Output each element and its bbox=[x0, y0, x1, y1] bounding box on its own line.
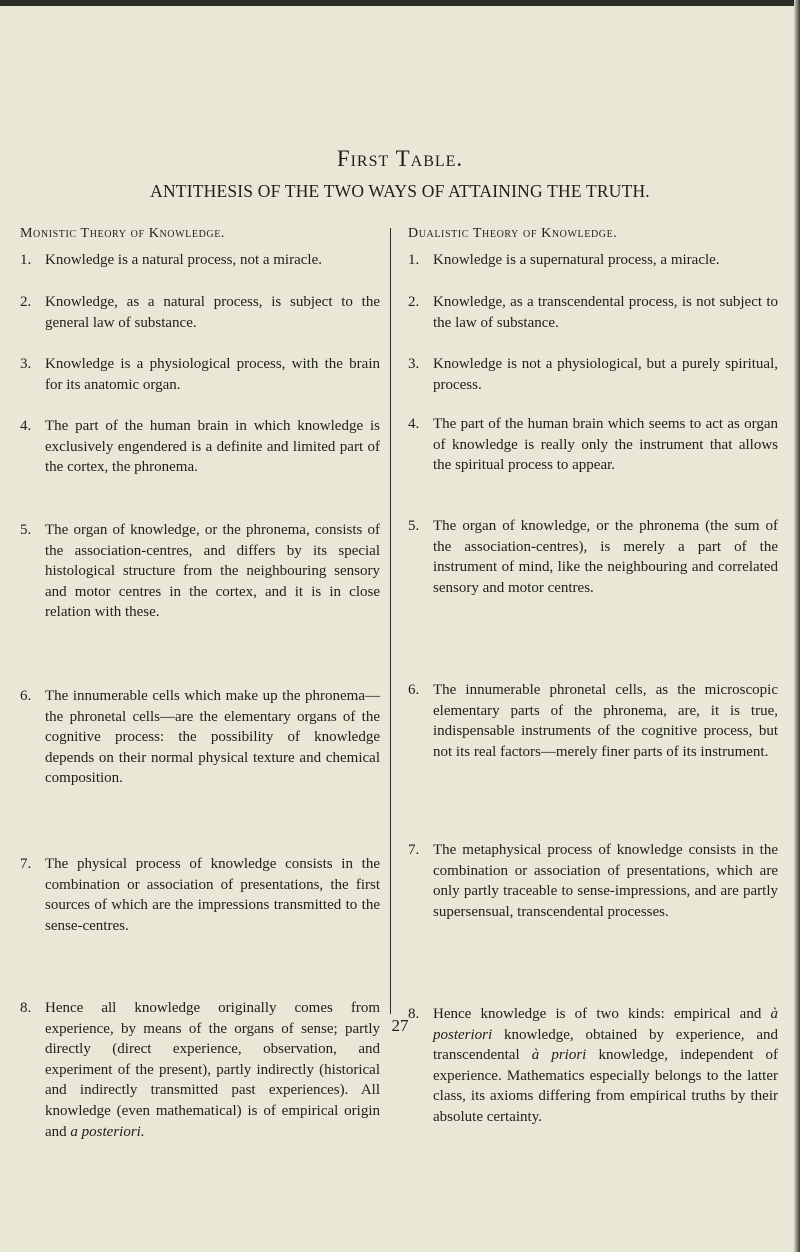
dualistic-item-7 bbox=[408, 840, 778, 922]
page-number: 27 bbox=[391, 1016, 409, 1035]
item-number: 4. bbox=[408, 416, 420, 432]
item-number: 2. bbox=[408, 294, 420, 310]
dualistic-heading: Dualistic Theory of Knowledge. bbox=[408, 226, 618, 241]
item-text: The metaphysical process of knowledge consists in the combination or association of presentations, which are only partly traceable to sense-impressions, and are partly supersensual, transcendental processes. bbox=[433, 842, 778, 920]
page-title: First Table. bbox=[336, 146, 464, 171]
item-number: 5. bbox=[20, 522, 32, 538]
item-text: Hence all knowledge originally comes from experience, by means of the organs of sense; partly directly (direct experience, observation, and experiment of the present), partly indirectly (historical and indirectly transmitted past experiences). All knowledge (even mathematical) is of empirical origin and a posteriori. bbox=[45, 1000, 380, 1140]
item-number: 8. bbox=[20, 1000, 32, 1016]
dualistic-item-6 bbox=[408, 680, 778, 762]
item-text: The organ of knowledge, or the phronema, consists of the association-centres, and differs by its special histological structure from the neighbouring sensory and motor centres in the cortex, and it is in close relation with these. bbox=[45, 522, 380, 621]
monistic-item-5 bbox=[20, 520, 380, 623]
item-number: 1. bbox=[408, 252, 420, 268]
item-text: Hence knowledge is of two kinds: empirical and à posteriori knowledge, obtained by experience, and transcendental à priori knowledge, independent of experience. Mathematics especially belongs to the latter class, its axioms differing from empirical truths by their absolute certainty. bbox=[433, 1006, 779, 1125]
column-divider bbox=[390, 228, 391, 1014]
dualistic-column bbox=[408, 226, 779, 1125]
monistic-column bbox=[20, 226, 380, 1140]
item-number: 4. bbox=[20, 418, 32, 434]
monistic-item-3 bbox=[20, 354, 380, 395]
item-number: 7. bbox=[20, 856, 32, 872]
item-number: 3. bbox=[20, 356, 32, 372]
item-number: 5. bbox=[408, 518, 420, 534]
item-text: Knowledge is a natural process, not a miracle. bbox=[45, 252, 322, 268]
table-subtitle: ANTITHESIS OF THE TWO WAYS OF ATTAINING THE TRUTH. bbox=[150, 181, 650, 201]
item-number: 6. bbox=[20, 688, 32, 704]
item-text: The part of the human brain in which knowledge is exclusively engendered is a definite and limited part of the cortex, the phronema. bbox=[45, 418, 380, 476]
item-number: 2. bbox=[20, 294, 32, 310]
item-text: Knowledge, as a natural process, is subject to the general law of substance. bbox=[45, 294, 380, 331]
item-number: 6. bbox=[408, 682, 420, 698]
item-text: Knowledge is a physiological process, with the brain for its anatomic organ. bbox=[45, 356, 380, 393]
item-text: Knowledge is a supernatural process, a miracle. bbox=[433, 252, 720, 268]
monistic-item-6 bbox=[20, 686, 380, 789]
page-top-shadow bbox=[0, 0, 800, 6]
item-text: Knowledge is not a physiological, but a purely spiritual, process. bbox=[433, 356, 778, 393]
item-text: The part of the human brain which seems to act as organ of knowledge is really only the instrument that allows the spiritual process to appear. bbox=[433, 416, 778, 474]
monistic-item-1 bbox=[20, 250, 380, 271]
emphasis: a posteriori. bbox=[70, 1123, 145, 1140]
item-number: 3. bbox=[408, 356, 420, 372]
item-text: The innumerable cells which make up the phronema—the phronetal cells—are the elementary organs of the cognitive process: the possibility of knowledge depends on their normal physical texture and chemical composition. bbox=[45, 688, 380, 787]
item-text: The organ of knowledge, or the phronema (the sum of the association-centres), is merely a part of the instrument of mind, like the neighbouring and correlated sensory and motor centres. bbox=[433, 518, 778, 596]
emphasis: à priori bbox=[531, 1047, 587, 1064]
dualistic-item-4 bbox=[408, 414, 778, 476]
item-text: The innumerable phronetal cells, as the microscopic elementary parts of the phronema, are, it is true, indispensable instruments of the cognitive process, but not its real factors—merely finer parts of its instrument. bbox=[433, 682, 778, 760]
item-number: 7. bbox=[408, 842, 420, 858]
monistic-item-4 bbox=[20, 416, 380, 478]
monistic-item-2 bbox=[20, 292, 380, 333]
monistic-item-7 bbox=[20, 854, 380, 936]
dualistic-item-3 bbox=[408, 354, 778, 395]
dualistic-item-1 bbox=[408, 250, 778, 271]
item-number: 8. bbox=[408, 1006, 420, 1022]
item-text: Knowledge, as a transcendental process, is not subject to the law of substance. bbox=[433, 294, 778, 331]
monistic-heading: Monistic Theory of Knowledge. bbox=[20, 226, 226, 241]
item-number: 1. bbox=[20, 252, 32, 268]
dualistic-item-2 bbox=[408, 292, 778, 333]
item-text: The physical process of knowledge consists in the combination or association of presentations, the first sources of which are the impressions transmitted to the sense-centres. bbox=[45, 856, 380, 934]
emphasis: à posteriori bbox=[433, 1006, 778, 1043]
dualistic-item-5 bbox=[408, 516, 778, 598]
